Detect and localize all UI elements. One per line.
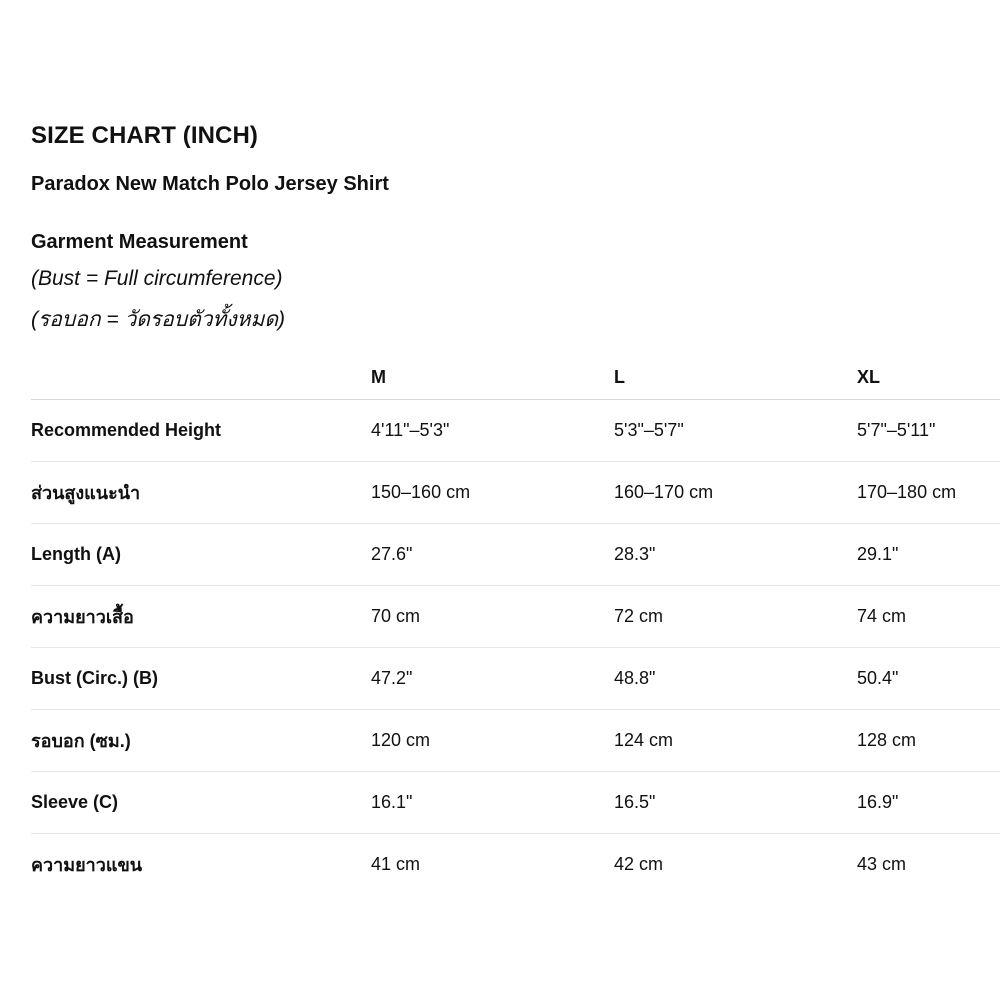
row-label: ความยาวเสื้อ bbox=[31, 607, 134, 627]
cell-xl: 50.4" bbox=[857, 668, 899, 688]
row-label: Length (A) bbox=[31, 544, 121, 564]
cell-m: 150–160 cm bbox=[371, 482, 471, 502]
cell-l: 72 cm bbox=[614, 606, 664, 626]
cell-l: 124 cm bbox=[614, 730, 674, 750]
cell-xl: 29.1" bbox=[857, 544, 899, 564]
page-title: SIZE CHART (INCH) bbox=[31, 122, 259, 149]
cell-m: 120 cm bbox=[371, 730, 431, 750]
table-header-row bbox=[31, 356, 1000, 400]
cell-xl: 128 cm bbox=[857, 730, 917, 750]
row-label: Recommended Height bbox=[31, 420, 222, 440]
cell-m: 41 cm bbox=[371, 854, 421, 874]
row-label: ส่วนสูงแนะนำ bbox=[31, 483, 141, 503]
row-label: Bust (Circ.) (B) bbox=[31, 668, 158, 688]
note-english: (Bust = Full circumference) bbox=[31, 267, 283, 290]
product-name: Paradox New Match Polo Jersey Shirt bbox=[31, 173, 389, 195]
cell-m: 16.1" bbox=[371, 792, 413, 812]
cell-xl: 5'7"–5'11" bbox=[857, 420, 936, 440]
cell-xl: 74 cm bbox=[857, 606, 907, 626]
cell-m: 4'11"–5'3" bbox=[371, 420, 450, 440]
cell-m: 70 cm bbox=[371, 606, 421, 626]
header-cell-xl: XL bbox=[857, 367, 881, 387]
row-label: Sleeve (C) bbox=[31, 792, 119, 812]
section-heading: Garment Measurement bbox=[31, 231, 248, 253]
table-row bbox=[31, 648, 1000, 710]
cell-l: 48.8" bbox=[614, 668, 656, 688]
table-row bbox=[31, 834, 1000, 895]
cell-l: 42 cm bbox=[614, 854, 664, 874]
cell-xl: 170–180 cm bbox=[857, 482, 957, 502]
cell-l: 5'3"–5'7" bbox=[614, 420, 684, 440]
cell-l: 16.5" bbox=[614, 792, 656, 812]
table-row bbox=[31, 710, 1000, 772]
cell-m: 47.2" bbox=[371, 668, 413, 688]
note-thai: (รอบอก = วัดรอบตัวทั้งหมด) bbox=[31, 308, 285, 331]
cell-xl: 43 cm bbox=[857, 854, 907, 874]
row-label: ความยาวแขน bbox=[31, 855, 143, 875]
cell-l: 28.3" bbox=[614, 544, 656, 564]
header-cell-m: M bbox=[371, 367, 386, 387]
header-cell-l: L bbox=[614, 367, 625, 387]
table-row bbox=[31, 586, 1000, 648]
table-row bbox=[31, 772, 1000, 834]
table-row bbox=[31, 400, 1000, 462]
table-row bbox=[31, 524, 1000, 586]
cell-l: 160–170 cm bbox=[614, 482, 714, 502]
cell-m: 27.6" bbox=[371, 544, 413, 564]
table-row bbox=[31, 462, 1000, 524]
row-label: รอบอก (ซม.) bbox=[31, 731, 131, 751]
size-table bbox=[31, 356, 1000, 895]
cell-xl: 16.9" bbox=[857, 792, 899, 812]
